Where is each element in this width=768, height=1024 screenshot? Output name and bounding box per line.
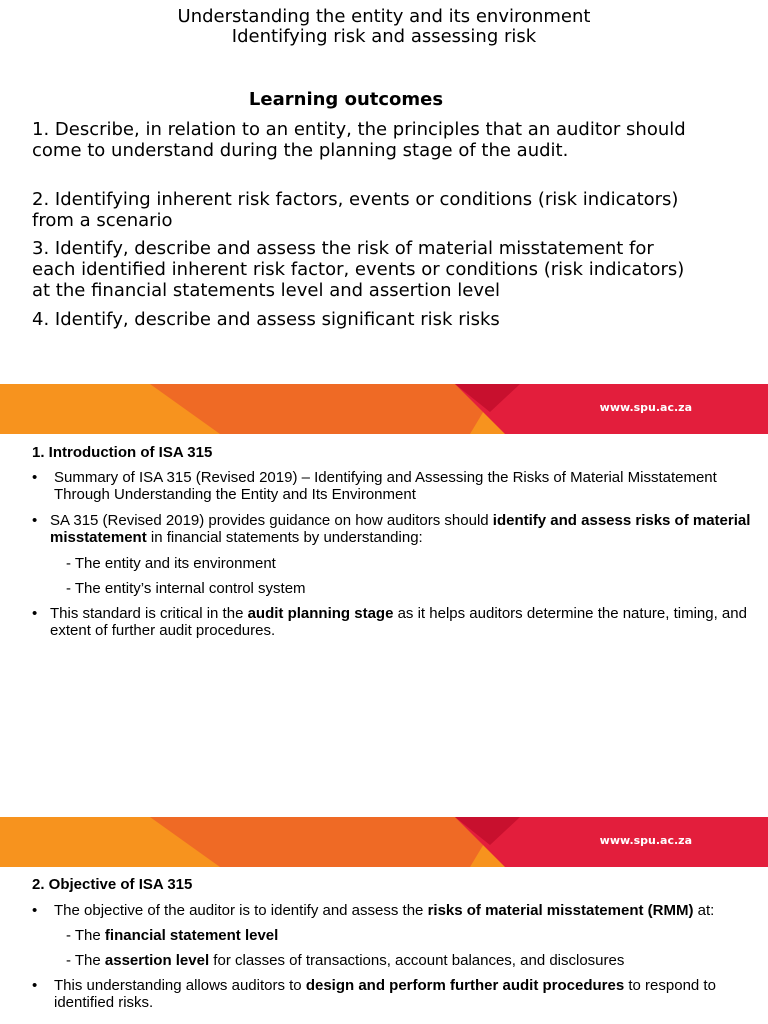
banner-url: www.spu.ac.za [599, 401, 692, 414]
bullet-icon: • [32, 512, 38, 529]
slide-title-line-1: Understanding the entity and its environment [177, 6, 591, 27]
bullet-text: Summary of ISA 315 (Revised 2019) – Identifying and Assessing the Risks of Material Misstatement Through Understanding the Entity and Its Environment [54, 469, 717, 503]
sub-item: - The entity and its environment [66, 555, 276, 572]
bullet-icon: • [32, 977, 38, 994]
bullet-icon: • [32, 902, 38, 919]
banner-url: www.spu.ac.za [599, 834, 692, 847]
slide-introduction [0, 434, 768, 818]
bullet-text: This standard is critical in the audit planning stage as it helps auditors determine the nature, timing, and extent of further audit procedures. [50, 605, 747, 639]
bullet-icon: • [32, 469, 38, 486]
sub-item: - The entity’s internal control system [66, 580, 306, 597]
bullet-text: SA 315 (Revised 2019) provides guidance on how auditors should identify and assess risks of material misstatement in financial statements by understanding: [50, 512, 751, 546]
section-title: 1. Introduction of ISA 315 [32, 444, 213, 461]
slide-title-line-2: Identifying risk and assessing risk [231, 26, 537, 47]
slide-banner [0, 384, 768, 434]
slide-banner [0, 817, 768, 867]
learning-outcomes-heading: Learning outcomes [248, 89, 444, 110]
section-title: 2. Objective of ISA 315 [32, 876, 193, 893]
sub-item: - The assertion level for classes of transactions, account balances, and disclosures [66, 952, 625, 969]
slide-learning-outcomes [0, 0, 768, 384]
bullet-text: The objective of the auditor is to identify and assess the risks of material misstatement (RMM) at: [54, 902, 715, 919]
bullet-icon: • [32, 605, 38, 622]
learning-outcome-2: 2. Identifying inherent risk factors, events or conditions (risk indicators) from a scenario [32, 189, 679, 231]
sub-item: - The financial statement level [66, 927, 279, 944]
slide-objective [0, 867, 768, 1024]
learning-outcome-1: 1. Describe, in relation to an entity, the principles that an auditor should come to understand during the planning stage of the audit. [32, 119, 686, 161]
bullet-text: This understanding allows auditors to design and perform further audit procedures to respond to identified risks. [54, 977, 716, 1011]
learning-outcome-3: 3. Identify, describe and assess the risk of material misstatement for each identified inherent risk factor, events or conditions (risk indicators) at the financial statements level and assertion level [32, 238, 685, 301]
learning-outcome-4: 4. Identify, describe and assess significant risk risks [32, 309, 500, 330]
